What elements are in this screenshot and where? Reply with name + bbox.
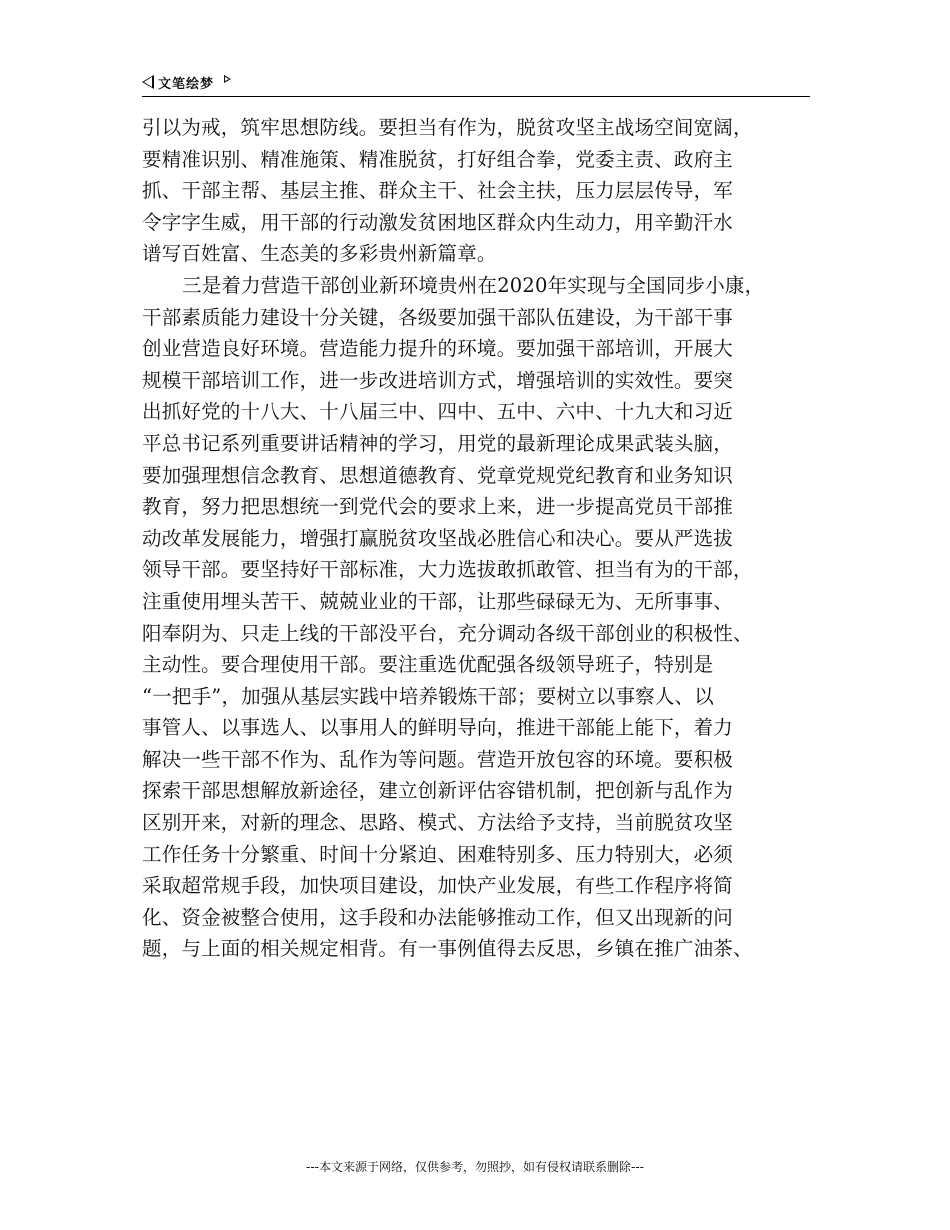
- text-line: 教育，努力把思想统一到党代会的要求上来，进一步提高党员干部推: [142, 495, 734, 519]
- text-line: 主动性。要合理使用干部。要注重选优配强各级领导班子，特别是: [142, 653, 714, 677]
- text-line: “一把手”，加强从基层实践中培养锻炼干部；要树立以事察人、以: [142, 684, 714, 708]
- text-line: 要精准识别、精准施策、精准脱贫，打好组合拳，党委主责、政府主: [142, 147, 734, 171]
- text-line: 事管人、以事选人、以事用人的鲜明导向，推进干部能上能下，着力: [142, 716, 734, 740]
- text-line: 领导干部。要坚持好干部标准，大力选拔敢抓敢管、担当有为的干部，: [142, 558, 753, 582]
- footer-notice: ---本文来源于网络，仅供参考，勿照抄，如有侵权请联系删除---: [306, 1160, 644, 1174]
- text-line: 出抓好党的十八大、十八届三中、四中、五中、六中、十九大和习近: [142, 400, 734, 424]
- header-brand: [142, 72, 231, 92]
- text-line: 平总书记系列重要讲话精神的学习，用党的最新理论成果武装头脑，: [142, 431, 734, 455]
- page-header: [142, 72, 810, 97]
- text-line: 区别开来，对新的理念、思路、模式、方法给予支持，当前脱贫攻坚: [142, 811, 734, 835]
- text-line: 令字字生威，用干部的行动激发贫困地区群众内生动力，用辛勤汗水: [142, 210, 734, 234]
- text-line: 题，与上面的相关规定相背。有一事例值得去反思，乡镇在推广油茶、: [142, 937, 753, 961]
- text-line: 注重使用埋头苦干、兢兢业业的干部，让那些碌碌无为、无所事事、: [142, 589, 734, 613]
- text-line: 动改革发展能力，增强打赢脱贫攻坚战必胜信心和决心。要从严选拔: [142, 526, 734, 550]
- document-body: [142, 112, 810, 965]
- text-line: 解决一些干部不作为、乱作为等问题。营造开放包容的环境。要积极: [142, 747, 734, 771]
- text-line: 规模干部培训工作，进一步改进培训方式，增强培训的实效性。要突: [142, 368, 734, 392]
- text-line: 创业营造良好环境。营造能力提升的环境。要加强干部培训，开展大: [142, 337, 734, 361]
- text-line: 干部素质能力建设十分关键，各级要加强干部队伍建设，为干部干事: [142, 305, 734, 329]
- text-line: 要加强理想信念教育、思想道德教育、党章党规党纪教育和业务知识: [142, 463, 734, 487]
- text-line: 谱写百姓富、生态美的多彩贵州新篇章。: [142, 242, 497, 266]
- text-line: 采取超常规手段，加快项目建设，加快产业发展，有些工作程序将简: [142, 874, 734, 898]
- right-triangle-icon: [224, 75, 231, 83]
- brand-title: 文笔绘梦: [158, 76, 215, 92]
- text-line: 探索干部思想解放新途径，建立创新评估容错机制，把创新与乱作为: [142, 779, 734, 803]
- text-line: 阳奉阴为、只走上线的干部没平台，充分调动各级干部创业的积极性、: [142, 621, 753, 645]
- text-line: 抓、干部主帮、基层主推、群众主干、社会主扶，压力层层传导，军: [142, 179, 734, 203]
- paragraph-start-line: 三是着力营造干部创业新环境贵州在2020年实现与全国同步小康，: [182, 273, 765, 297]
- text-line: 引以为戒，筑牢思想防线。要担当有作为，脱贫攻坚主战场空间宽阔，: [142, 116, 753, 139]
- text-line: 化、资金被整合使用，这手段和办法能够推动工作，但又出现新的问: [142, 905, 734, 929]
- left-triangle-icon: [142, 75, 154, 89]
- text-line: 工作任务十分繁重、时间十分紧迫、困难特别多、压力特别大，必须: [142, 842, 734, 866]
